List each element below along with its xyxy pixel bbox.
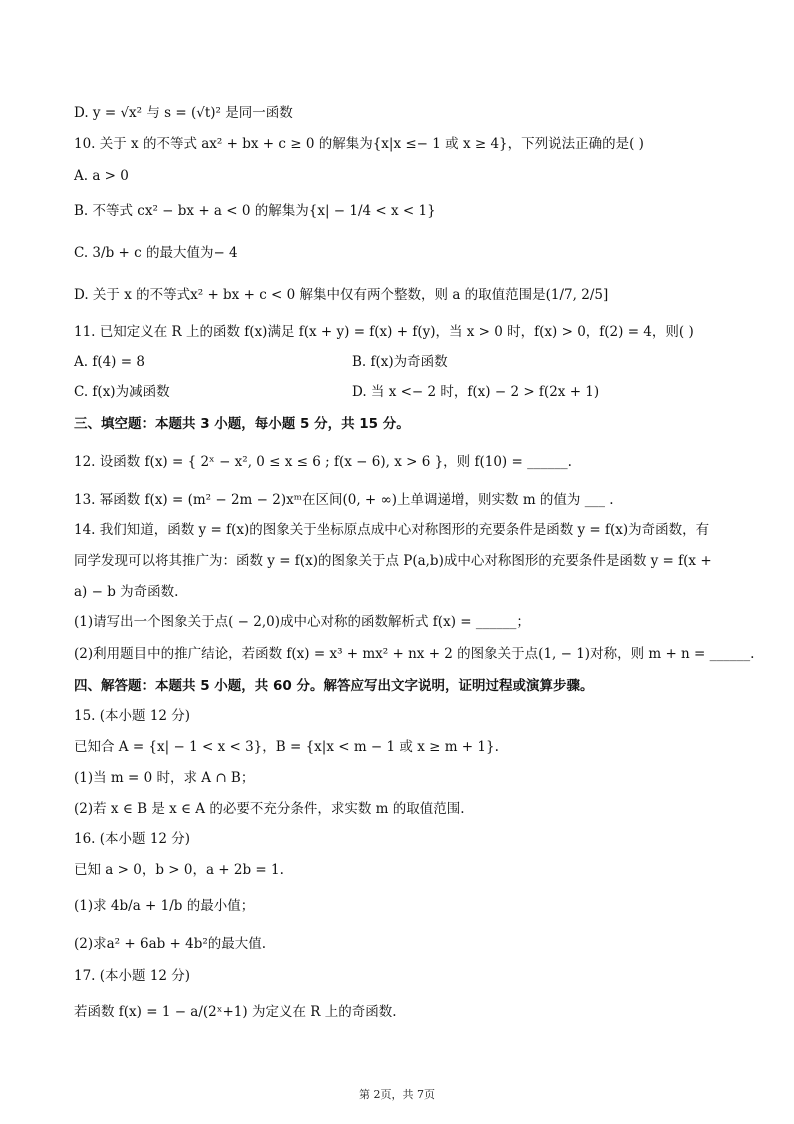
q9-option-d: D. y = √x² 与 s = (√t)² 是同一函数 <box>74 105 293 121</box>
question-14-line-1: 14. 我们知道，函数 y = f(x)的图象关于坐标原点成中心对称图形的充要条件是函数 y = f(x)为奇函数，有 <box>74 522 710 538</box>
q16-part-1: (1)求 4b/a + 1/b 的最小值； <box>74 898 255 914</box>
section-4-heading: 四、解答题：本题共 5 小题，共 60 分。解答应写出文字说明，证明过程或演算步骤。 <box>74 678 594 694</box>
question-17: 17. (本小题 12 分) <box>74 968 191 984</box>
q15-part-1: (1)当 m = 0 时，求 A ∩ B； <box>74 770 255 786</box>
q10-option-b: B. 不等式 cx² − bx + a < 0 的解集为{x| − 1/4 < x < 1} <box>74 203 436 219</box>
section-3-heading: 三、填空题：本题共 3 小题，每小题 5 分，共 15 分。 <box>74 416 410 432</box>
q11-option-a: A. f(4) = 8 <box>74 354 145 370</box>
question-13: 13. 幂函数 f(x) = (m² − 2m − 2)xᵐ在区间(0, + ∞)上单调递增，则实数 m 的值为 ___ . <box>74 492 614 508</box>
question-12: 12. 设函数 f(x) = { 2ˣ − x², 0 ≤ x ≤ 6 ; f(x − 6), x > 6 }，则 f(10) = ______. <box>74 454 572 470</box>
q11-option-c: C. f(x)为减函数 <box>74 384 170 400</box>
page-footer: 第 2页，共 7页 <box>359 1088 435 1101</box>
q16-stem: 已知 a > 0，b > 0，a + 2b = 1. <box>74 862 284 878</box>
question-14-line-2: 同学发现可以将其推广为：函数 y = f(x)的图象关于点 P(a,b)成中心对称图形的充要条件是函数 y = f(x + <box>74 553 712 569</box>
question-15: 15. (本小题 12 分) <box>74 708 191 724</box>
q11-option-d: D. 当 x <− 2 时，f(x) − 2 > f(2x + 1) <box>352 384 600 400</box>
q15-stem: 已知合 A = {x| − 1 < x < 3}，B = {x|x < m − 1 或 x ≥ m + 1}. <box>74 739 499 755</box>
question-16: 16. (本小题 12 分) <box>74 831 191 847</box>
q10-option-c: C. 3/b + c 的最大值为− 4 <box>74 245 238 261</box>
q14-part-1: (1)请写出一个图象关于点( − 2,0)成中心对称的函数解析式 f(x) = ______； <box>74 614 530 630</box>
q14-part-2: (2)利用题目中的推广结论，若函数 f(x) = x³ + mx² + nx + 2 的图象关于点(1, − 1)对称，则 m + n = ______. <box>74 646 755 662</box>
question-14-line-3: a) − b 为奇函数. <box>74 584 179 600</box>
q16-part-2: (2)求a² + 6ab + 4b²的最大值. <box>74 936 267 952</box>
q11-option-b: B. f(x)为奇函数 <box>352 354 448 370</box>
q10-option-d: D. 关于 x 的不等式x² + bx + c < 0 解集中仅有两个整数，则 a 的取值范围是(1/7, 2/5] <box>74 287 609 303</box>
question-10: 10. 关于 x 的不等式 ax² + bx + c ≥ 0 的解集为{x|x ≤− 1 或 x ≥ 4}，下列说法正确的是( ) <box>74 136 644 152</box>
q17-stem: 若函数 f(x) = 1 − a/(2ˣ+1) 为定义在 R 上的奇函数. <box>74 1004 397 1020</box>
q15-part-2: (2)若 x ∈ B 是 x ∈ A 的必要不充分条件，求实数 m 的取值范围. <box>74 801 465 817</box>
q10-option-a: A. a > 0 <box>74 168 129 184</box>
question-11: 11. 已知定义在 R 上的函数 f(x)满足 f(x + y) = f(x) + f(y)，当 x > 0 时，f(x) > 0，f(2) = 4，则( ) <box>74 324 694 340</box>
